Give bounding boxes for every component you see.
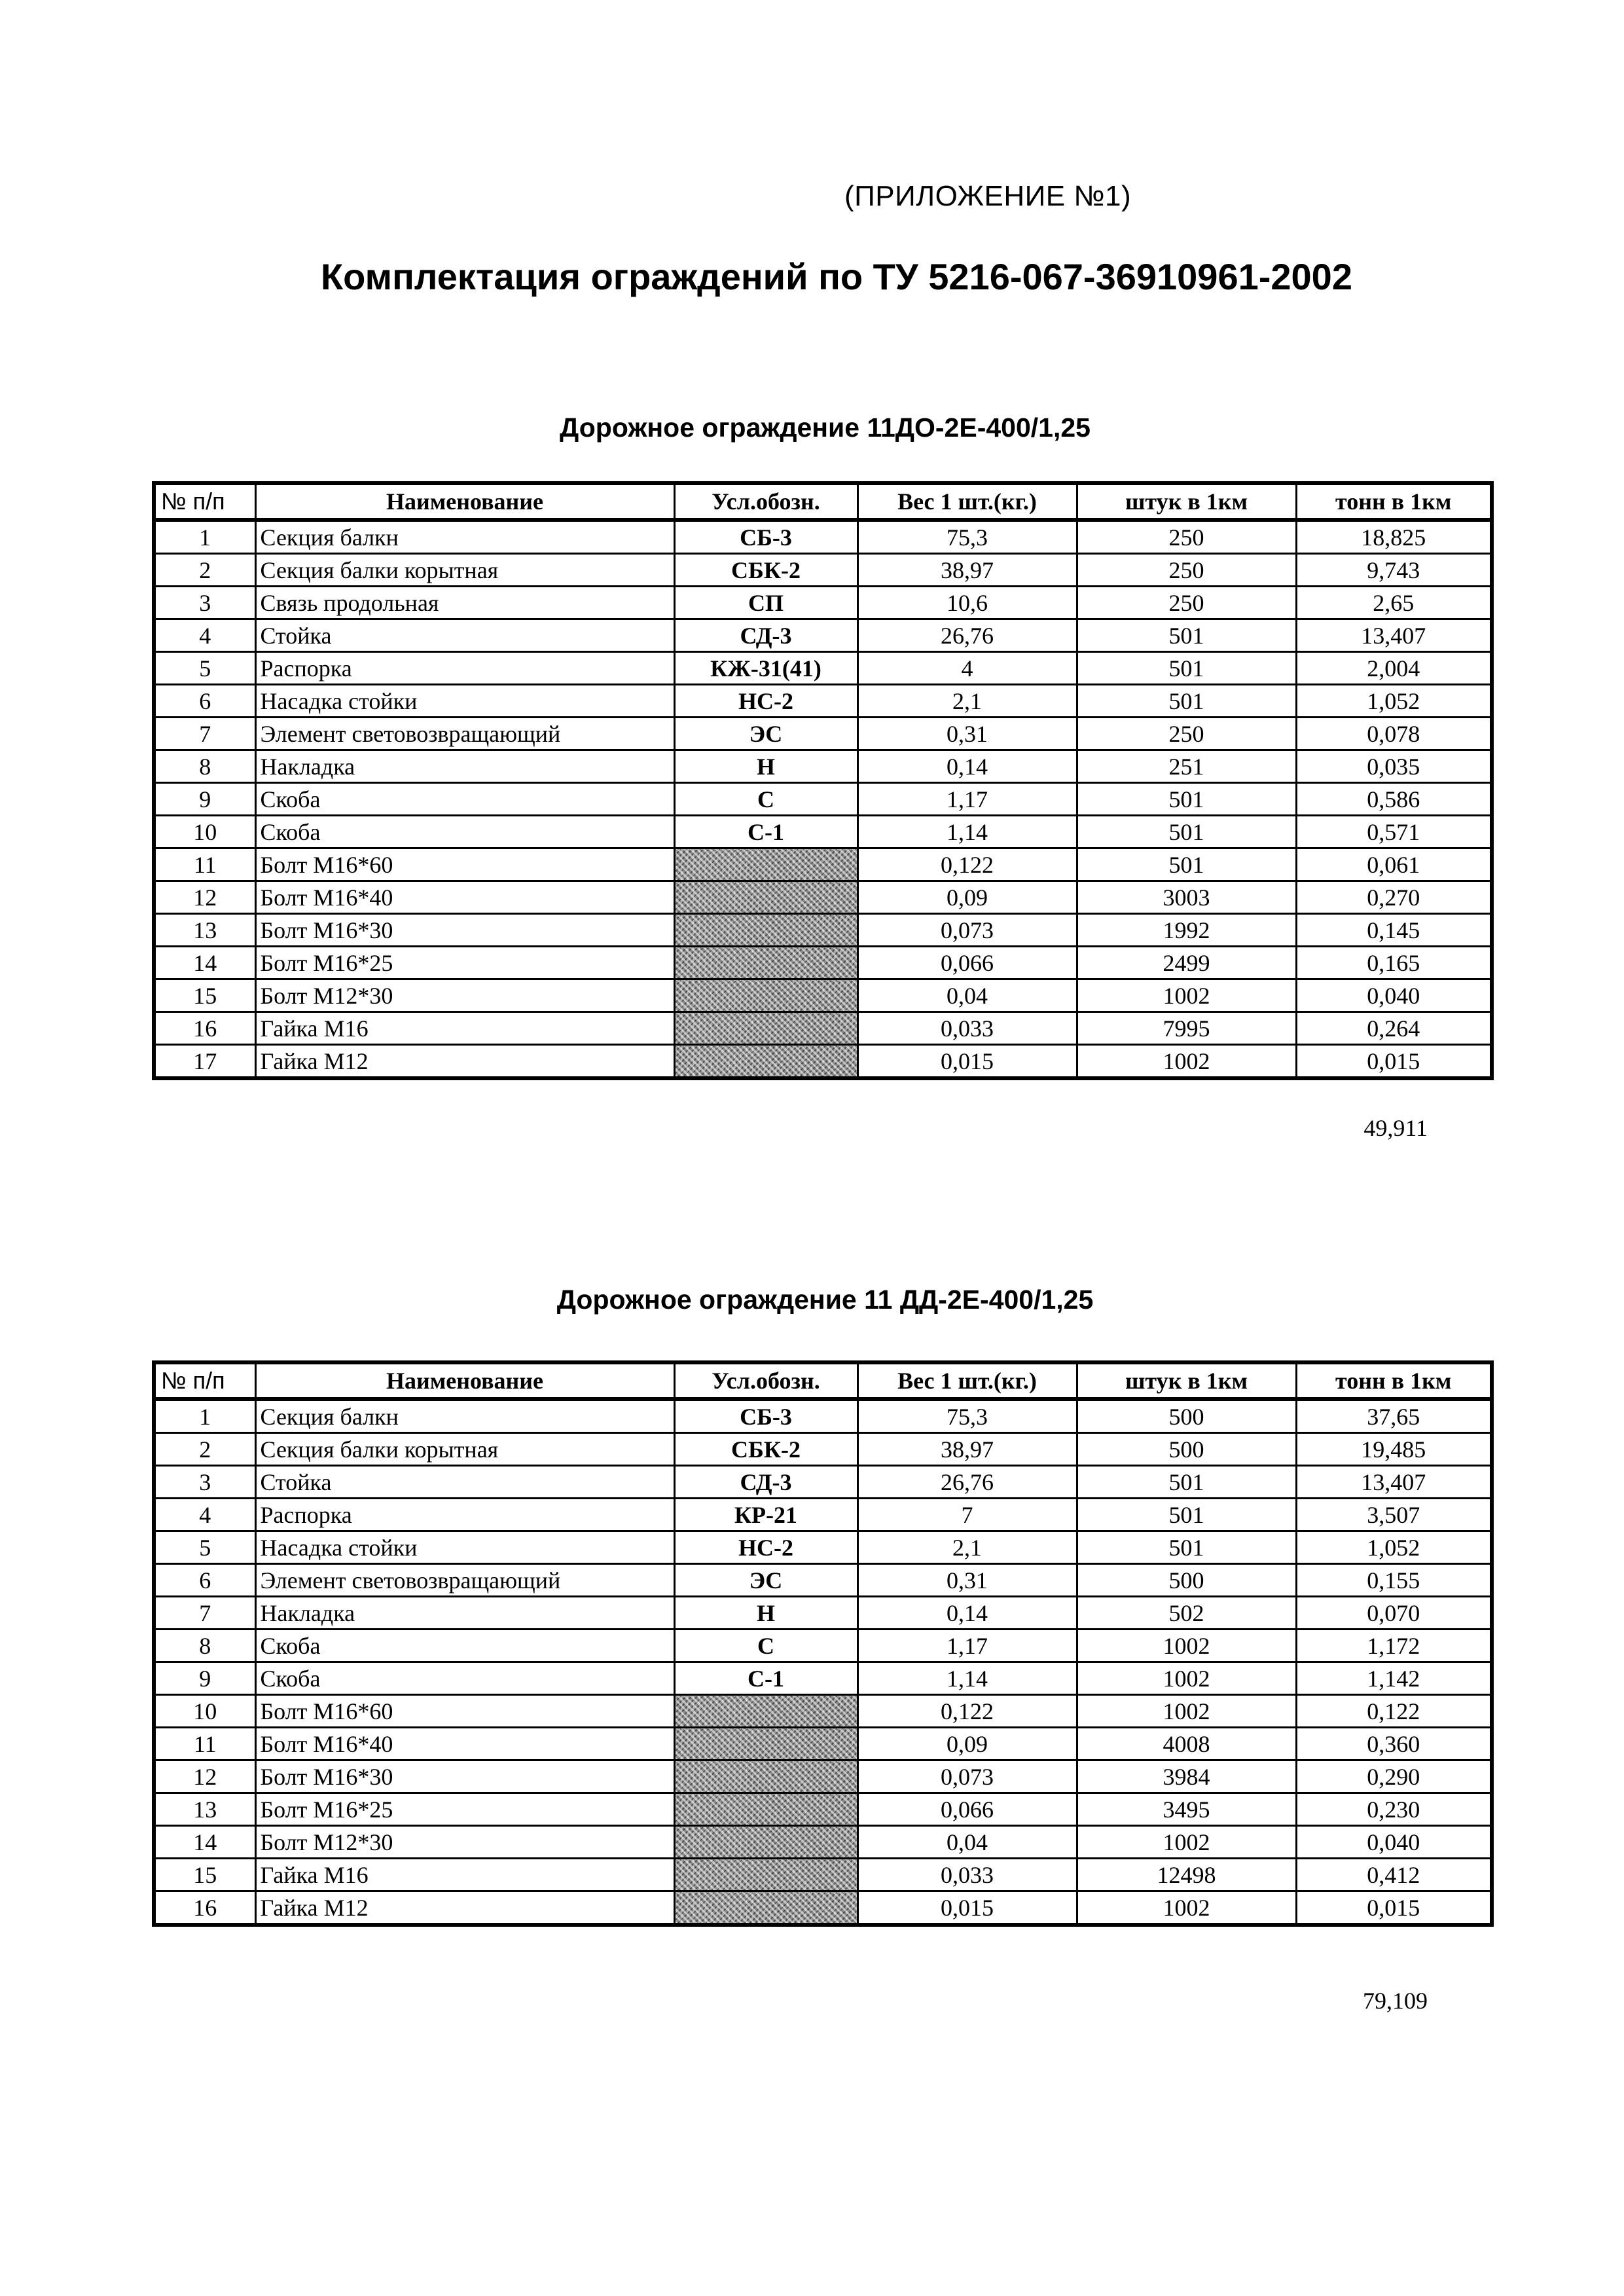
pieces-per-km: 250	[1077, 718, 1296, 750]
unit-weight: 0,14	[857, 750, 1077, 783]
pieces-per-km: 501	[1077, 619, 1296, 652]
tons-per-km: 0,270	[1296, 881, 1492, 914]
pieces-per-km: 1002	[1077, 979, 1296, 1012]
row-number: 16	[154, 1012, 255, 1045]
item-name: Секция балки корытная	[255, 554, 674, 587]
row-number: 2	[154, 1433, 255, 1466]
row-number: 3	[154, 1466, 255, 1499]
tons-per-km: 0,070	[1296, 1597, 1492, 1630]
item-code: КЖ-31(41)	[674, 652, 857, 685]
item-code: Н	[674, 1597, 857, 1630]
col-header-name: Наименование	[255, 1362, 674, 1399]
unit-weight: 2,1	[857, 1531, 1077, 1564]
tons-per-km: 0,078	[1296, 718, 1492, 750]
unit-weight: 75,3	[857, 520, 1077, 554]
item-code-redacted	[674, 1859, 857, 1891]
tons-per-km: 1,052	[1296, 1531, 1492, 1564]
unit-weight: 26,76	[857, 1466, 1077, 1499]
tons-per-km: 0,145	[1296, 914, 1492, 947]
item-name: Болт М16*60	[255, 1695, 674, 1728]
pieces-per-km: 501	[1077, 685, 1296, 718]
item-name: Скоба	[255, 1630, 674, 1662]
tons-per-km: 37,65	[1296, 1399, 1492, 1433]
item-code: СП	[674, 587, 857, 619]
tons-per-km: 0,571	[1296, 816, 1492, 848]
unit-weight: 0,31	[857, 1564, 1077, 1597]
pieces-per-km: 501	[1077, 1531, 1296, 1564]
item-name: Накладка	[255, 1597, 674, 1630]
item-name: Секция балкн	[255, 1399, 674, 1433]
tons-per-km: 0,412	[1296, 1859, 1492, 1891]
item-name: Болт М16*30	[255, 1760, 674, 1793]
pieces-per-km: 12498	[1077, 1859, 1296, 1891]
item-name: Болт М16*40	[255, 881, 674, 914]
pieces-per-km: 2499	[1077, 947, 1296, 979]
tons-per-km: 13,407	[1296, 619, 1492, 652]
pieces-per-km: 501	[1077, 1466, 1296, 1499]
pieces-per-km: 501	[1077, 848, 1296, 881]
tons-per-km: 0,586	[1296, 783, 1492, 816]
tons-per-km: 0,015	[1296, 1891, 1492, 1925]
row-number: 17	[154, 1045, 255, 1079]
unit-weight: 1,17	[857, 1630, 1077, 1662]
table-2-total: 79,109	[1363, 1988, 1428, 2014]
unit-weight: 0,033	[857, 1012, 1077, 1045]
row-number: 5	[154, 1531, 255, 1564]
row-number: 14	[154, 947, 255, 979]
row-number: 6	[154, 1564, 255, 1597]
row-number: 10	[154, 816, 255, 848]
table-row	[154, 1793, 1492, 1826]
pieces-per-km: 3003	[1077, 881, 1296, 914]
col-header-weight: Вес 1 шт.(кг.)	[857, 1362, 1077, 1399]
item-name: Болт М16*60	[255, 848, 674, 881]
unit-weight: 0,122	[857, 848, 1077, 881]
pieces-per-km: 250	[1077, 587, 1296, 619]
table-row	[154, 1662, 1492, 1695]
col-header-code: Усл.обозн.	[674, 1362, 857, 1399]
unit-weight: 0,04	[857, 1826, 1077, 1859]
row-number: 12	[154, 881, 255, 914]
tons-per-km: 0,040	[1296, 979, 1492, 1012]
pieces-per-km: 500	[1077, 1564, 1296, 1597]
unit-weight: 0,09	[857, 1728, 1077, 1760]
item-name: Гайка М12	[255, 1891, 674, 1925]
tons-per-km: 0,040	[1296, 1826, 1492, 1859]
item-name: Стойка	[255, 1466, 674, 1499]
item-name: Распорка	[255, 652, 674, 685]
pieces-per-km: 502	[1077, 1597, 1296, 1630]
row-number: 4	[154, 1499, 255, 1531]
item-name: Накладка	[255, 750, 674, 783]
unit-weight: 0,066	[857, 1793, 1077, 1826]
pieces-per-km: 1992	[1077, 914, 1296, 947]
item-code: НС-2	[674, 685, 857, 718]
table-row	[154, 1891, 1492, 1925]
item-name: Гайка М16	[255, 1859, 674, 1891]
pieces-per-km: 500	[1077, 1433, 1296, 1466]
pieces-per-km: 3984	[1077, 1760, 1296, 1793]
table-row	[154, 1399, 1492, 1433]
item-name: Болт М16*30	[255, 914, 674, 947]
item-name: Болт М12*30	[255, 979, 674, 1012]
item-code: С-1	[674, 816, 857, 848]
appendix-label: (ПРИЛОЖЕНИЕ №1)	[844, 180, 1132, 212]
pieces-per-km: 1002	[1077, 1045, 1296, 1079]
row-number: 6	[154, 685, 255, 718]
unit-weight: 0,073	[857, 1760, 1077, 1793]
col-header-tons-per-km: тонн в 1км	[1296, 1362, 1492, 1399]
tons-per-km: 13,407	[1296, 1466, 1492, 1499]
row-number: 16	[154, 1891, 255, 1925]
unit-weight: 1,17	[857, 783, 1077, 816]
unit-weight: 10,6	[857, 587, 1077, 619]
table-row	[154, 783, 1492, 816]
col-header-number: № п/п	[154, 1362, 255, 1399]
tons-per-km: 0,061	[1296, 848, 1492, 881]
pieces-per-km: 251	[1077, 750, 1296, 783]
table-2-title: Дорожное ограждение 11 ДД-2Е-400/1,25	[556, 1285, 1094, 1315]
item-code: ЭС	[674, 1564, 857, 1597]
row-number: 1	[154, 520, 255, 554]
pieces-per-km: 1002	[1077, 1695, 1296, 1728]
item-name: Болт М12*30	[255, 1826, 674, 1859]
unit-weight: 4	[857, 652, 1077, 685]
item-code: СД-3	[674, 619, 857, 652]
table-row	[154, 619, 1492, 652]
tons-per-km: 2,65	[1296, 587, 1492, 619]
item-name: Скоба	[255, 783, 674, 816]
item-name: Распорка	[255, 1499, 674, 1531]
table-row	[154, 1630, 1492, 1662]
tons-per-km: 2,004	[1296, 652, 1492, 685]
unit-weight: 0,066	[857, 947, 1077, 979]
pieces-per-km: 501	[1077, 652, 1296, 685]
unit-weight: 0,04	[857, 979, 1077, 1012]
table-row	[154, 1499, 1492, 1531]
item-code: СБК-2	[674, 1433, 857, 1466]
col-header-number: № п/п	[154, 483, 255, 520]
table-row	[154, 520, 1492, 554]
tons-per-km: 1,142	[1296, 1662, 1492, 1695]
table-row	[154, 1564, 1492, 1597]
item-code-redacted	[674, 1012, 857, 1045]
item-code-redacted	[674, 1760, 857, 1793]
row-number: 10	[154, 1695, 255, 1728]
spec-table-1	[152, 481, 1494, 1080]
tons-per-km: 0,264	[1296, 1012, 1492, 1045]
pieces-per-km: 7995	[1077, 1012, 1296, 1045]
item-name: Гайка М12	[255, 1045, 674, 1079]
table-row	[154, 587, 1492, 619]
unit-weight: 0,015	[857, 1045, 1077, 1079]
item-name: Болт М16*25	[255, 947, 674, 979]
table-2-body	[154, 1399, 1492, 1925]
pieces-per-km: 1002	[1077, 1826, 1296, 1859]
tons-per-km: 19,485	[1296, 1433, 1492, 1466]
pieces-per-km: 501	[1077, 1499, 1296, 1531]
tons-per-km: 0,230	[1296, 1793, 1492, 1826]
row-number: 5	[154, 652, 255, 685]
pieces-per-km: 501	[1077, 816, 1296, 848]
item-code-redacted	[674, 1695, 857, 1728]
row-number: 14	[154, 1826, 255, 1859]
item-name: Элемент световозвращающий	[255, 1564, 674, 1597]
row-number: 7	[154, 1597, 255, 1630]
table-row	[154, 652, 1492, 685]
item-code-redacted	[674, 1826, 857, 1859]
tons-per-km: 0,165	[1296, 947, 1492, 979]
row-number: 13	[154, 914, 255, 947]
row-number: 9	[154, 783, 255, 816]
table-row	[154, 881, 1492, 914]
row-number: 13	[154, 1793, 255, 1826]
col-header-pieces-per-km: штук в 1км	[1077, 483, 1296, 520]
item-name: Скоба	[255, 816, 674, 848]
unit-weight: 0,073	[857, 914, 1077, 947]
item-code: СБ-3	[674, 520, 857, 554]
tons-per-km: 18,825	[1296, 520, 1492, 554]
item-code-redacted	[674, 881, 857, 914]
item-code-redacted	[674, 1728, 857, 1760]
unit-weight: 0,122	[857, 1695, 1077, 1728]
row-number: 15	[154, 979, 255, 1012]
item-code-redacted	[674, 979, 857, 1012]
pieces-per-km: 1002	[1077, 1630, 1296, 1662]
spec-table-2	[152, 1360, 1494, 1927]
tons-per-km: 0,035	[1296, 750, 1492, 783]
unit-weight: 0,015	[857, 1891, 1077, 1925]
tons-per-km: 0,360	[1296, 1728, 1492, 1760]
row-number: 8	[154, 1630, 255, 1662]
table-row	[154, 848, 1492, 881]
row-number: 11	[154, 1728, 255, 1760]
item-code-redacted	[674, 1045, 857, 1079]
col-header-pieces-per-km: штук в 1км	[1077, 1362, 1296, 1399]
unit-weight: 38,97	[857, 1433, 1077, 1466]
pieces-per-km: 4008	[1077, 1728, 1296, 1760]
table-row	[154, 718, 1492, 750]
table-row	[154, 1695, 1492, 1728]
col-header-weight: Вес 1 шт.(кг.)	[857, 483, 1077, 520]
table-header-row	[154, 483, 1492, 520]
table-row	[154, 816, 1492, 848]
row-number: 8	[154, 750, 255, 783]
item-code: НС-2	[674, 1531, 857, 1564]
table-row	[154, 1433, 1492, 1466]
table-row	[154, 1045, 1492, 1079]
unit-weight: 2,1	[857, 685, 1077, 718]
item-name: Секция балки корытная	[255, 1433, 674, 1466]
item-name: Гайка М16	[255, 1012, 674, 1045]
table-row	[154, 1826, 1492, 1859]
pieces-per-km: 250	[1077, 554, 1296, 587]
tons-per-km: 0,290	[1296, 1760, 1492, 1793]
row-number: 1	[154, 1399, 255, 1433]
tons-per-km: 3,507	[1296, 1499, 1492, 1531]
row-number: 3	[154, 587, 255, 619]
item-code: СБК-2	[674, 554, 857, 587]
table-row	[154, 1012, 1492, 1045]
table-row	[154, 979, 1492, 1012]
unit-weight: 1,14	[857, 816, 1077, 848]
pieces-per-km: 250	[1077, 520, 1296, 554]
table-row	[154, 1531, 1492, 1564]
item-name: Скоба	[255, 1662, 674, 1695]
tons-per-km: 1,172	[1296, 1630, 1492, 1662]
unit-weight: 0,033	[857, 1859, 1077, 1891]
item-name: Болт М16*40	[255, 1728, 674, 1760]
table-row	[154, 1728, 1492, 1760]
pieces-per-km: 500	[1077, 1399, 1296, 1433]
table-row	[154, 1466, 1492, 1499]
table-header-row	[154, 1362, 1492, 1399]
row-number: 2	[154, 554, 255, 587]
row-number: 12	[154, 1760, 255, 1793]
item-name: Насадка стойки	[255, 685, 674, 718]
item-name: Секция балкн	[255, 520, 674, 554]
unit-weight: 0,14	[857, 1597, 1077, 1630]
item-code-redacted	[674, 1793, 857, 1826]
row-number: 4	[154, 619, 255, 652]
item-code: Н	[674, 750, 857, 783]
item-code: СД-3	[674, 1466, 857, 1499]
pieces-per-km: 501	[1077, 783, 1296, 816]
pieces-per-km: 1002	[1077, 1891, 1296, 1925]
table-1-body	[154, 520, 1492, 1078]
unit-weight: 7	[857, 1499, 1077, 1531]
item-code: СБ-3	[674, 1399, 857, 1433]
table-row	[154, 554, 1492, 587]
col-header-tons-per-km: тонн в 1км	[1296, 483, 1492, 520]
table-1-title: Дорожное ограждение 11ДО-2Е-400/1,25	[560, 412, 1091, 443]
tons-per-km: 0,122	[1296, 1695, 1492, 1728]
col-header-name: Наименование	[255, 483, 674, 520]
unit-weight: 38,97	[857, 554, 1077, 587]
tons-per-km: 1,052	[1296, 685, 1492, 718]
item-name: Элемент световозвращающий	[255, 718, 674, 750]
unit-weight: 26,76	[857, 619, 1077, 652]
col-header-code: Усл.обозн.	[674, 483, 857, 520]
table-row	[154, 750, 1492, 783]
item-code: С	[674, 1630, 857, 1662]
row-number: 15	[154, 1859, 255, 1891]
pieces-per-km: 1002	[1077, 1662, 1296, 1695]
item-name: Болт М16*25	[255, 1793, 674, 1826]
tons-per-km: 9,743	[1296, 554, 1492, 587]
row-number: 11	[154, 848, 255, 881]
item-code: КР-21	[674, 1499, 857, 1531]
tons-per-km: 0,015	[1296, 1045, 1492, 1079]
unit-weight: 0,31	[857, 718, 1077, 750]
table-row	[154, 1597, 1492, 1630]
table-row	[154, 685, 1492, 718]
tons-per-km: 0,155	[1296, 1564, 1492, 1597]
pieces-per-km: 3495	[1077, 1793, 1296, 1826]
item-name: Связь продольная	[255, 587, 674, 619]
item-code-redacted	[674, 947, 857, 979]
unit-weight: 1,14	[857, 1662, 1077, 1695]
item-name: Насадка стойки	[255, 1531, 674, 1564]
item-code: ЭС	[674, 718, 857, 750]
item-code-redacted	[674, 848, 857, 881]
page-title: Комплектация ограждений по ТУ 5216-067-36910961-2002	[321, 256, 1352, 297]
table-1-total: 49,911	[1363, 1115, 1428, 1141]
table-row	[154, 914, 1492, 947]
item-code: С-1	[674, 1662, 857, 1695]
item-code: С	[674, 783, 857, 816]
item-code-redacted	[674, 1891, 857, 1925]
table-row	[154, 1760, 1492, 1793]
item-code-redacted	[674, 914, 857, 947]
table-row	[154, 1859, 1492, 1891]
table-row	[154, 947, 1492, 979]
row-number: 9	[154, 1662, 255, 1695]
item-name: Стойка	[255, 619, 674, 652]
unit-weight: 75,3	[857, 1399, 1077, 1433]
unit-weight: 0,09	[857, 881, 1077, 914]
row-number: 7	[154, 718, 255, 750]
